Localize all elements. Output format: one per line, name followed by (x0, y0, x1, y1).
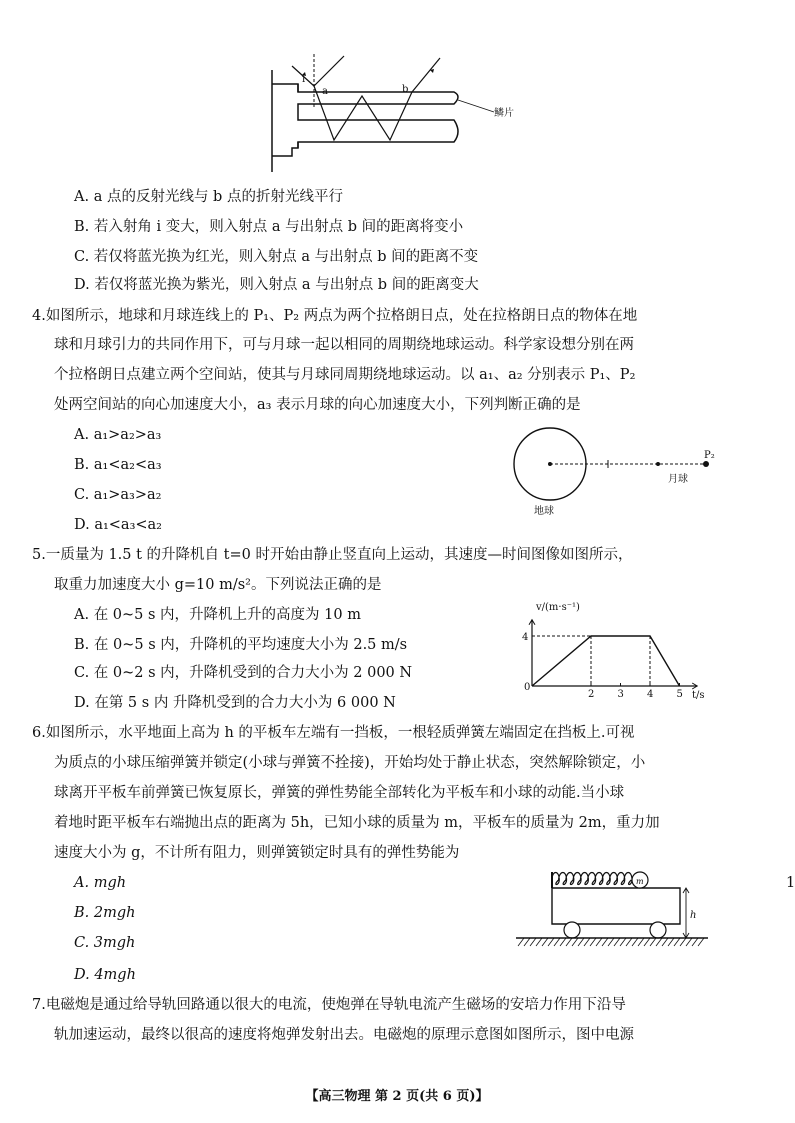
ground-hatch (566, 938, 572, 946)
ground-hatch (650, 938, 656, 946)
x-axis-label: t/s (692, 690, 705, 701)
ground-hatch (698, 938, 704, 946)
ground-hatch (686, 938, 692, 946)
ground-hatch (656, 938, 662, 946)
ground-hatch (644, 938, 650, 946)
label-ball-mass: m (636, 877, 644, 886)
ground-hatch (692, 938, 698, 946)
ground-hatch (626, 938, 632, 946)
ground-hatch (668, 938, 674, 946)
label-a: a (322, 86, 328, 97)
label-p2: P₂ (704, 450, 715, 461)
ground-hatch (674, 938, 680, 946)
ground-hatch (608, 938, 614, 946)
ground-hatch (542, 938, 548, 946)
q6-option-d: D. 4mgh (74, 967, 136, 983)
q4-stem-line-4: 处两空间站的向心加速度大小，a₃ 表示月球的向心加速度大小，下列判断正确的是 (54, 397, 581, 413)
page-footer: 【高三物理 第 2 页(共 6 页)】 (305, 1089, 489, 1104)
q7-stem-line-1: 7.电磁炮是通过给导轨回路通以很大的电流，使炮弹在导轨电流产生磁场的安培力作用下沿导 (32, 997, 626, 1013)
ground-hatch (614, 938, 620, 946)
q6-option-a: A. mgh (74, 875, 127, 891)
x-tick-label: 3 (617, 689, 624, 700)
ground-hatch (632, 938, 638, 946)
q6-option-c: C. 3mgh (74, 935, 136, 951)
y-tick-label: 4 (522, 632, 529, 643)
q5-stem-line-2: 取重力加速度大小 g=10 m/s²。下列说法正确的是 (54, 577, 382, 593)
q6-stem-line-1: 6.如图所示，水平地面上高为 h 的平板车左端有一挡板，一根轻质弹簧左端固定在挡板上.可视 (32, 725, 635, 741)
ground-hatch (548, 938, 554, 946)
q7-stem-line-2: 轨加速运动，最终以很高的速度将炮弹发射出去。电磁炮的原理示意图如图所示，图中电源 (54, 1027, 634, 1043)
ground-hatch (662, 938, 668, 946)
ground-hatch (572, 938, 578, 946)
q5-option-d: D. 在第 5 s 内 升降机受到的合力大小为 6 000 N (74, 695, 396, 711)
x-tick-label: 5 (676, 689, 683, 700)
ground-hatch (680, 938, 686, 946)
fish-scale-figure (262, 48, 522, 178)
q4-option-d: D. a₁<a₃<a₂ (74, 517, 162, 533)
ground-hatch (590, 938, 596, 946)
origin-label: 0 (524, 682, 531, 693)
ground-hatch (620, 938, 626, 946)
ground-hatch (638, 938, 644, 946)
q4-stem-line-2: 球和月球引力的共同作用下，可与月球一起以相同的周期绕地球运动。科学家设想分别在两 (54, 337, 634, 353)
ground-hatch (536, 938, 542, 946)
x-tick-label: 2 (588, 689, 595, 700)
q3-option-a: A. a 点的反射光线与 b 点的折射光线平行 (74, 189, 343, 205)
earth-moon-figure (508, 420, 738, 520)
label-moon: 月球 (668, 474, 688, 485)
y-axis-label: v/(m·s⁻¹) (536, 602, 580, 613)
q4-option-c: C. a₁>a₃>a₂ (74, 487, 162, 503)
q5-option-b: B. 在 0~5 s 内，升降机的平均速度大小为 2.5 m/s (74, 637, 408, 653)
velocity-line (532, 636, 680, 686)
q5-option-c: C. 在 0~2 s 内，升降机受到的合力大小为 2 000 N (74, 665, 413, 681)
ground-hatch (596, 938, 602, 946)
ground-hatch (554, 938, 560, 946)
ground-hatch (560, 938, 566, 946)
label-b: b (402, 84, 409, 95)
margin-mark: 1 (786, 875, 795, 891)
q6-option-b: B. 2mgh (74, 905, 136, 921)
q3-option-c: C. 若仅将蓝光换为红光，则入射点 a 与出射点 b 间的距离不变 (74, 249, 479, 265)
q6-stem-line-4: 着地时距平板车右端抛出点的距离为 5h，已知小球的质量为 m，平板车的质量为 2m，重力加 (54, 815, 660, 831)
label-scale: 鳞片 (494, 108, 514, 119)
q4-option-a: A. a₁>a₂>a₃ (74, 427, 162, 443)
q5-option-a: A. 在 0~5 s 内，升降机上升的高度为 10 m (74, 607, 361, 623)
q3-option-b: B. 若入射角 i 变大，则入射点 a 与出射点 b 间的距离将变小 (74, 219, 464, 235)
label-earth: 地球 (534, 506, 554, 517)
x-tick-label: 4 (647, 689, 654, 700)
q5-stem-line-1: 5.一质量为 1.5 t 的升降机自 t=0 时开始由静止竖直向上运动，其速度—时间图像如图所示， (32, 547, 633, 563)
ground-hatch (578, 938, 584, 946)
ground-hatch (518, 938, 524, 946)
vt-graph (518, 598, 718, 710)
ground-hatch (530, 938, 536, 946)
ground-hatch (524, 938, 530, 946)
label-i: i (302, 74, 306, 85)
q6-stem-line-2: 为质点的小球压缩弹簧并锁定(小球与弹簧不拴接)，开始均处于静止状态，突然解除锁定，小 (54, 755, 646, 771)
q3-option-d: D. 若仅将蓝光换为紫光，则入射点 a 与出射点 b 间的距离变大 (74, 277, 479, 293)
q6-stem-line-5: 速度大小为 g，不计所有阻力，则弹簧锁定时具有的弹性势能为 (54, 845, 460, 861)
ground-hatch (584, 938, 590, 946)
ground-hatch (602, 938, 608, 946)
label-height: h (690, 910, 697, 921)
q6-stem-line-3: 球离开平板车前弹簧已恢复原长，弹簧的弹性势能全部转化为平板车和小球的动能.当小球 (54, 785, 625, 801)
q4-stem-line-1: 4.如图所示，地球和月球连线上的 P₁、P₂ 两点为两个拉格朗日点，处在拉格朗日点的物体在地 (32, 308, 638, 324)
q4-stem-line-3: 个拉格朗日点建立两个空间站，使其与月球同周期绕地球运动。以 a₁、a₂ 分别表示 P₁、P₂ (54, 367, 636, 383)
cart-spring-figure (512, 866, 708, 956)
q4-option-b: B. a₁<a₂<a₃ (74, 457, 162, 473)
